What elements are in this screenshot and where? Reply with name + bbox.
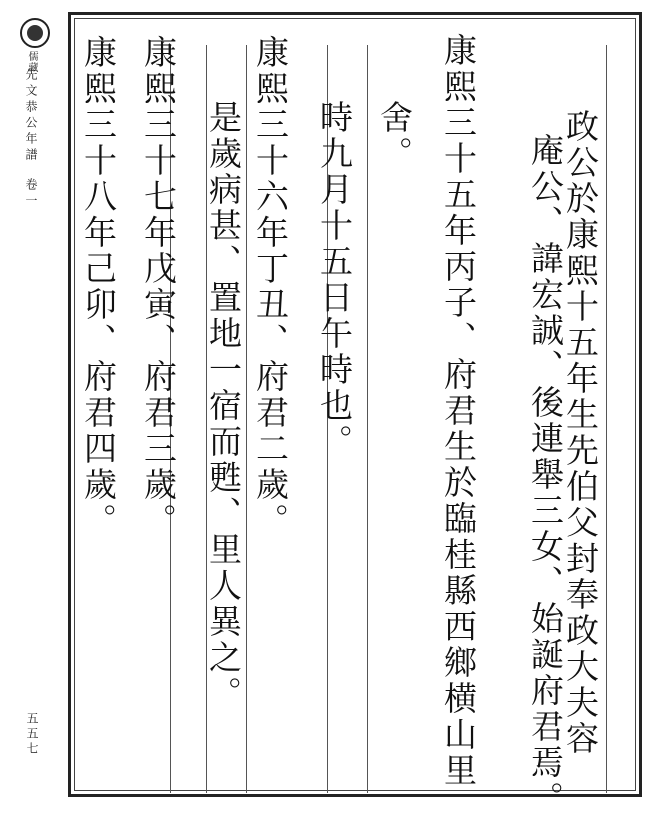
column-rule <box>606 45 607 793</box>
text-column-8: 康熙三十七年戊寅、府君三歲。 <box>139 35 178 539</box>
book-title-text: 先文恭公年譜 <box>24 68 38 164</box>
library-seal-icon <box>20 18 50 48</box>
text-column-3: 康熙三十五年丙子、府君生於臨桂縣西鄉横山里 <box>439 33 478 789</box>
book-title <box>23 68 40 210</box>
page-number: 五五七 <box>25 712 39 757</box>
margin-column <box>0 0 66 817</box>
text-column-9: 康熙三十八年己卯、府君四歲。 <box>79 35 118 539</box>
text-column-7: 是歲病甚、置地一宿而甦、里人異之。 <box>204 100 243 712</box>
page-frame <box>68 12 642 817</box>
volume-label: 卷一 <box>24 178 38 210</box>
text-column-1: 政公於康熙十五年生先伯父封奉政大夫容 <box>561 109 600 757</box>
column-rule <box>367 45 368 793</box>
text-column-4: 舍。 <box>375 100 414 172</box>
text-column-2: 庵公、諱宏誠、後連舉三女、始誕府君焉。 <box>526 133 565 817</box>
text-column-6: 康熙三十六年丁丑、府君二歲。 <box>251 35 290 539</box>
text-column-5: 時九月十五日午時也。 <box>315 100 354 460</box>
column-rule <box>246 45 247 793</box>
seal-label: 儒藏 <box>26 51 37 73</box>
